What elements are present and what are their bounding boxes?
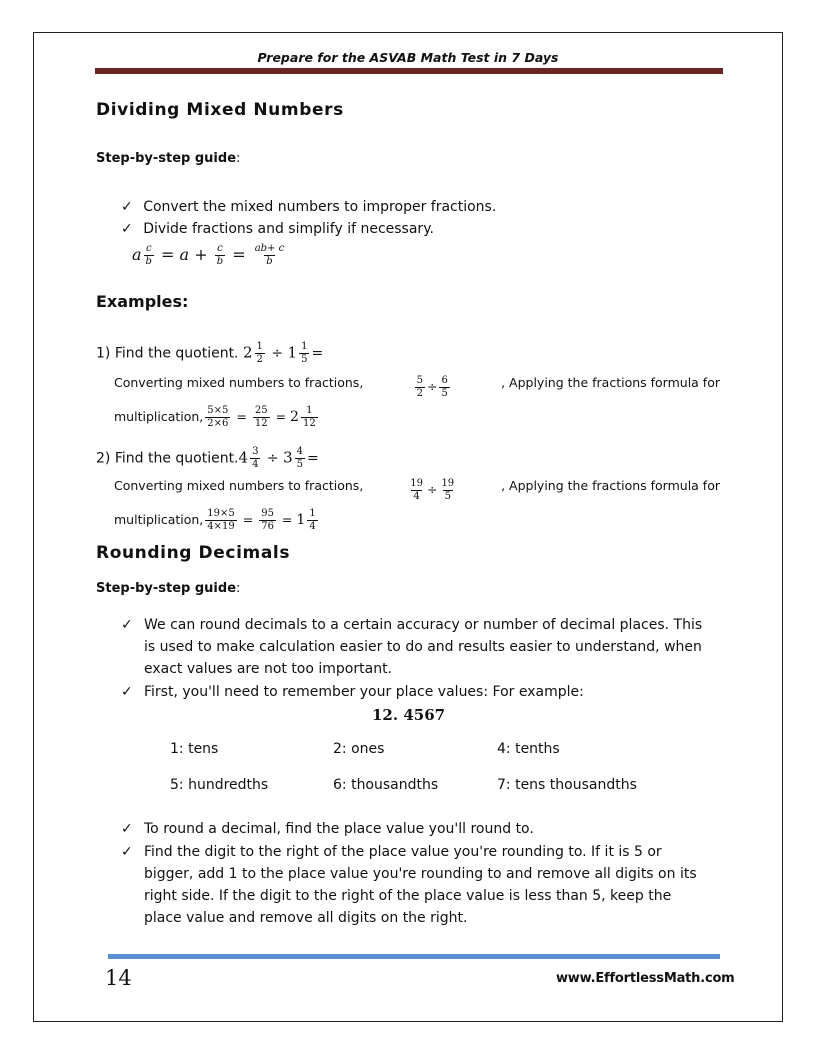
example-1-line1: Converting mixed numbers to fractions, $\frac{5}{2}$ ÷ $\frac{6}{5}$ , Applying the fractions formula for	[114, 375, 720, 399]
check-icon: ✓	[121, 684, 133, 700]
example-2-line1: Converting mixed numbers to fractions, $\frac{19}{4}$ ÷ $\frac{19}{5}$ , Applying the fractions formula for	[114, 478, 720, 502]
example-2-line2: multiplication, $\frac{19\times 5}{4\times 19}$ = $\frac{95}{76}$ = 1 $\frac{1}{4}$	[114, 508, 316, 532]
guide-label: Step-by-step guide:	[96, 581, 241, 596]
check-icon: ✓	[121, 199, 133, 215]
check-icon: ✓	[121, 821, 133, 837]
check-icon: ✓	[121, 221, 133, 237]
section-title-rounding: Rounding Decimals	[96, 543, 291, 563]
bullet-round-decimals-line3: exact values are not too important.	[144, 661, 393, 677]
example-number: 12. 4567	[372, 706, 446, 724]
bullet-round-decimals-line1: We can round decimals to a certain accuracy or number of decimal places. This	[144, 617, 703, 633]
page-number: 14	[105, 966, 132, 990]
place-value-tens: 1: tens	[170, 741, 219, 757]
place-value-ones: 2: ones	[333, 741, 385, 757]
header-title: Prepare for the ASVAB Math Test in 7 Days	[257, 50, 559, 65]
bullet-find-digit-line2: bigger, add 1 to the place value you're rounding to and remove all digits on its	[144, 866, 697, 882]
bullet-find-digit-line4: place value and remove all digits on the right.	[144, 910, 468, 926]
examples-title: Examples:	[96, 292, 189, 311]
bullet-divide: ✓ Divide fractions and simplify if necessary.	[121, 221, 434, 237]
bullet-find-digit-line3: right side. If the digit to the right of the place value is less than 5, keep the	[144, 888, 672, 904]
bullet-place-values: First, you'll need to remember your place values: For example:	[144, 684, 584, 700]
guide-label: Step-by-step guide:	[96, 151, 241, 166]
section-title-dividing: Dividing Mixed Numbers	[96, 100, 344, 120]
example-2-question: 2) Find the quotient.4 $\frac{3}{4}$ ÷ 3 $\frac{4}{5}$ =	[96, 446, 319, 470]
check-icon: ✓	[121, 844, 133, 860]
check-icon: ✓	[121, 617, 133, 633]
footer-url[interactable]: www.EffortlessMath.com	[556, 971, 735, 986]
bullet-find-place-value: To round a decimal, find the place value you'll round to.	[144, 821, 534, 837]
footer-rule	[108, 954, 720, 959]
header-rule	[95, 68, 723, 74]
example-1-line2: multiplication, $\frac{5\times 5}{2\times 6}$ = $\frac{25}{12}$ = 2 $\frac{1}{12}$	[114, 405, 316, 429]
place-value-hundredths: 5: hundredths	[170, 777, 269, 793]
bullet-find-digit-line1: Find the digit to the right of the place value you're rounding to. If it is 5 or	[144, 844, 662, 860]
place-value-tens-thousandths: 7: tens thousandths	[497, 777, 637, 793]
bullet-round-decimals-line2: is used to make calculation easier to do and results easier to understand, when	[144, 639, 702, 655]
example-1-question: 1) Find the quotient. 2 $\frac{1}{2}$ ÷ 1 $\frac{1}{5}$ =	[96, 341, 324, 365]
place-value-tenths: 4: tenths	[497, 741, 560, 757]
place-value-thousandths: 6: thousandths	[333, 777, 439, 793]
bullet-convert: ✓ Convert the mixed numbers to improper fractions.	[121, 199, 497, 215]
formula-mixed: a $\frac{c}{b}$ = a + $\frac{c}{b}$ = $\frac{ab+ c}{b}$	[132, 243, 285, 267]
